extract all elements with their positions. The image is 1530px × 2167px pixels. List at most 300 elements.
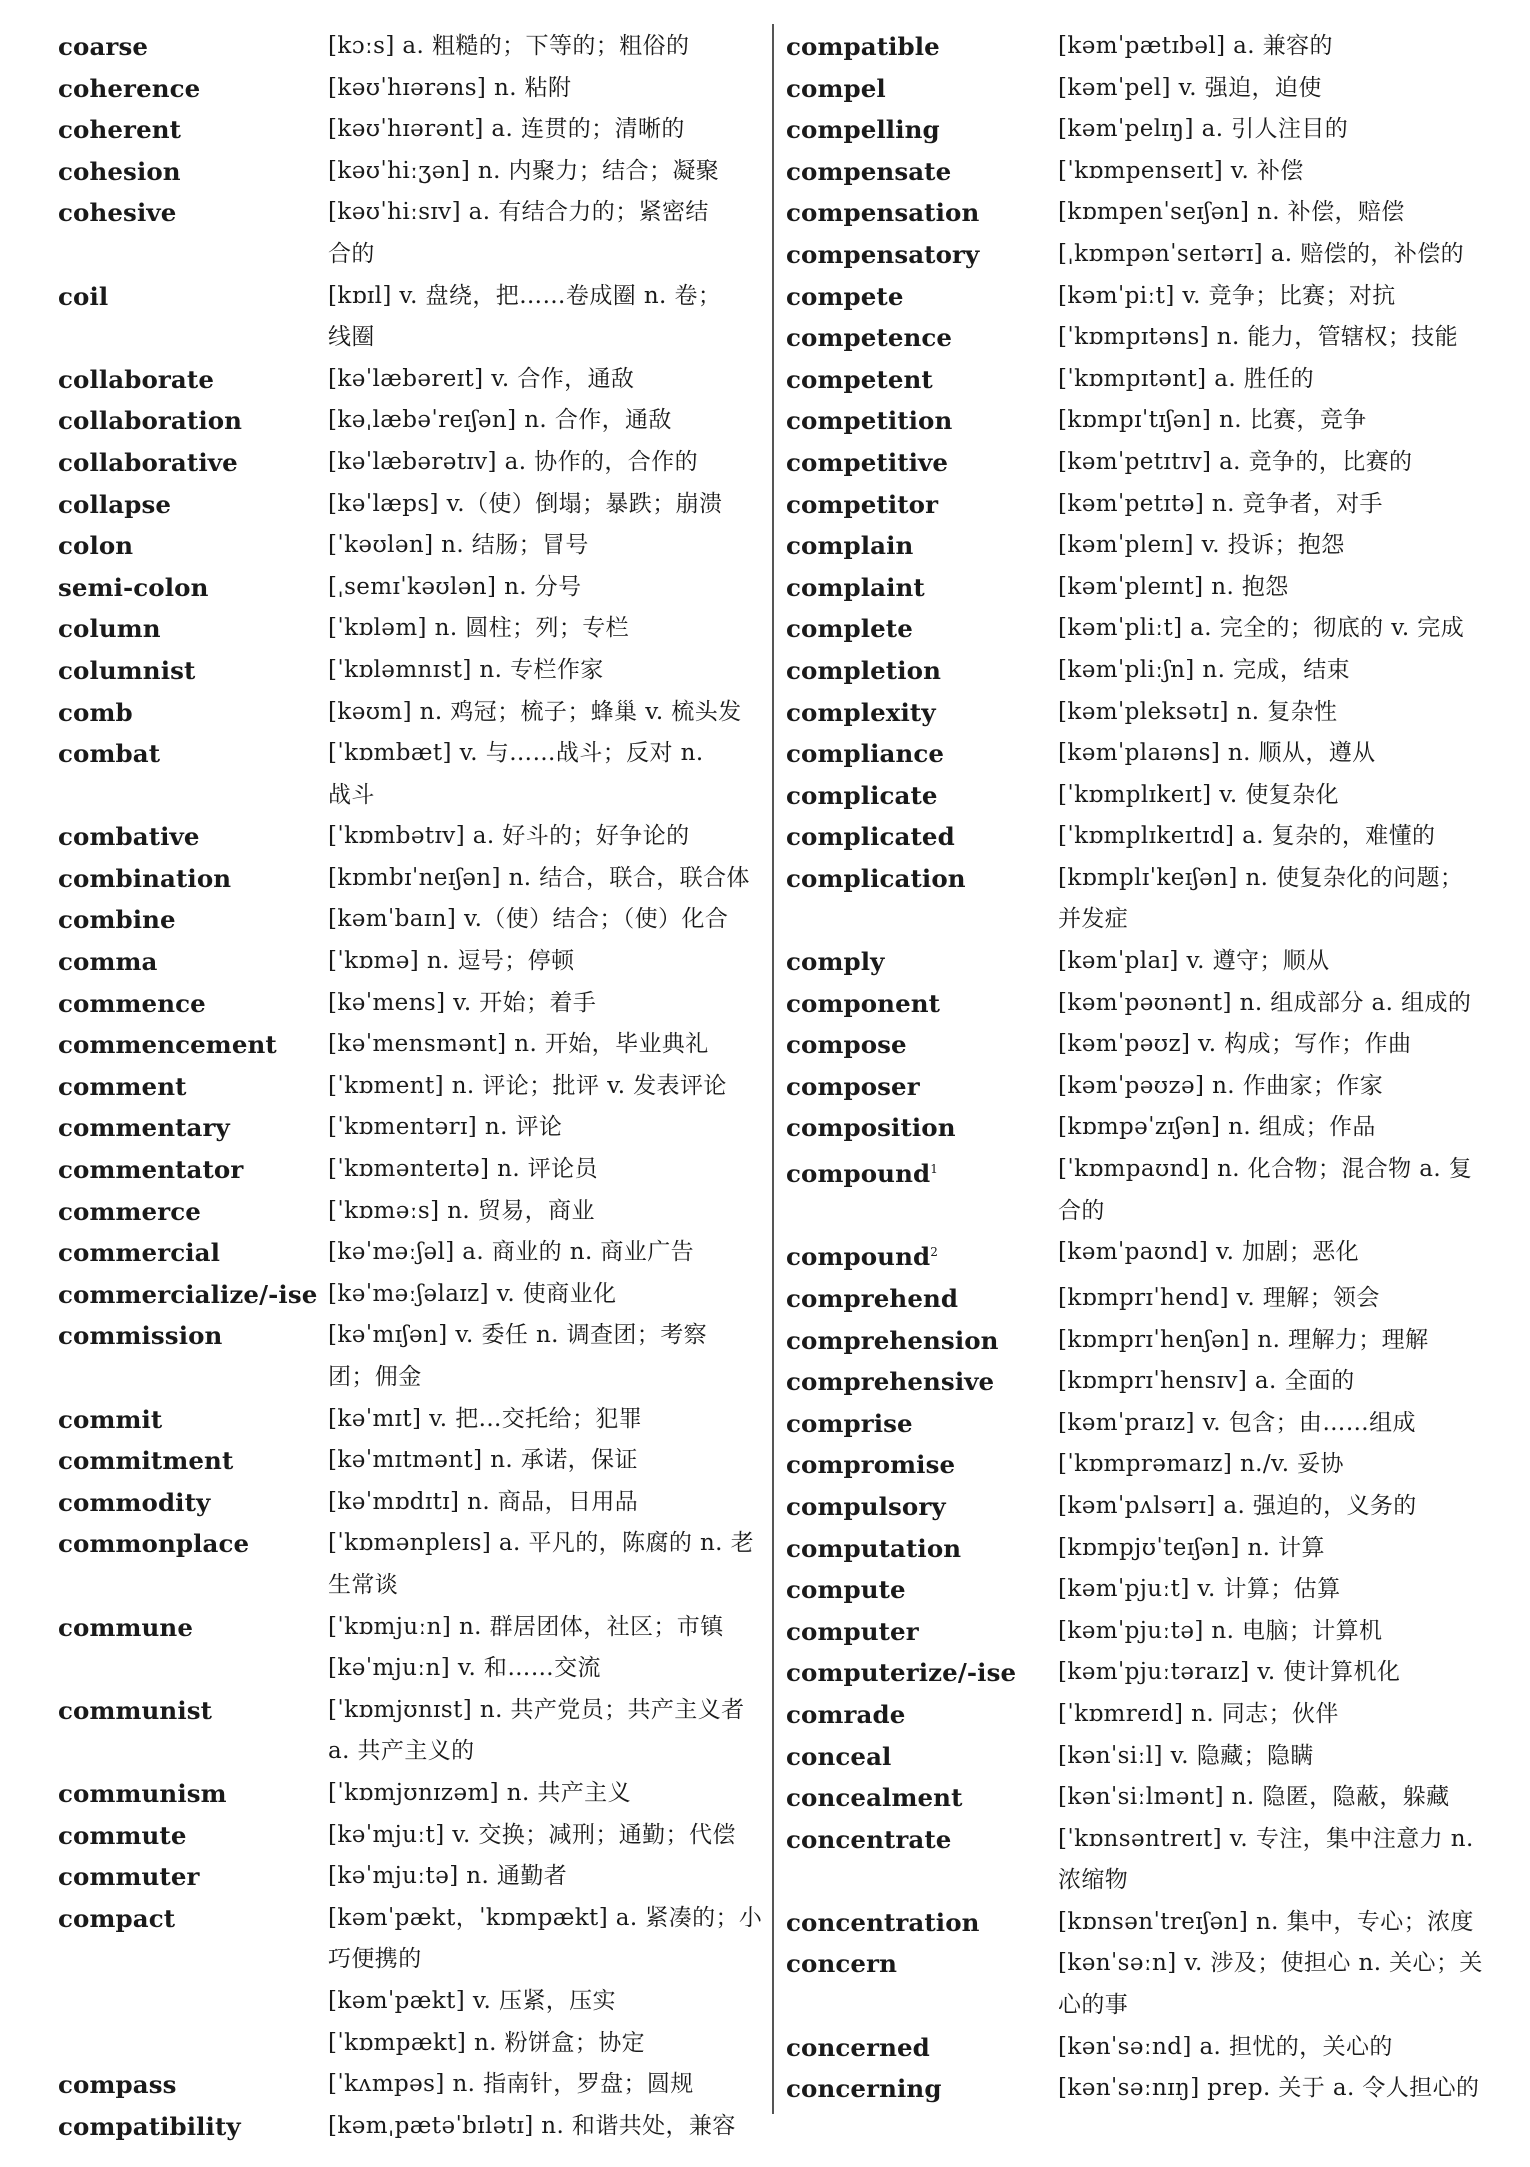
headword xyxy=(786,1278,1058,1320)
definition-line: [kəmˈpəʊz] v. 构成；写作；作曲 xyxy=(1058,1031,1412,1058)
headword-text: commentator xyxy=(58,1155,244,1185)
definition-line: 心的事 xyxy=(1058,1992,1129,2019)
definition xyxy=(1058,359,1494,401)
dictionary-entry xyxy=(786,1066,1494,1108)
definition-line: [kəmˈpetɪtɪv] a. 竞争的，比赛的 xyxy=(1058,448,1413,475)
definition-line: [kəʊˈhɪərənt] a. 连贯的；清晰的 xyxy=(328,116,685,143)
dictionary-entry xyxy=(58,1107,763,1149)
homograph-number: 1 xyxy=(930,1162,938,1177)
headword xyxy=(58,109,328,151)
definition-line: [kəmˈpætɪbəl] a. 兼容的 xyxy=(1058,33,1333,59)
headword-text: compatibility xyxy=(58,2111,241,2141)
headword-text: commitment xyxy=(58,1446,234,1476)
definition xyxy=(328,525,763,567)
dictionary-entry xyxy=(786,608,1494,650)
dictionary-entry xyxy=(58,1898,763,2064)
headword-text: compact xyxy=(58,1903,176,1933)
headword xyxy=(786,1361,1058,1403)
definition xyxy=(1058,1149,1494,1232)
headword xyxy=(786,192,1058,234)
definition xyxy=(1058,151,1494,193)
headword xyxy=(58,2064,328,2106)
definition xyxy=(1058,276,1494,318)
definition xyxy=(328,1523,763,1606)
headword-text: composition xyxy=(786,1113,956,1143)
headword xyxy=(58,1523,328,1565)
dictionary-entry xyxy=(786,151,1494,193)
definition xyxy=(328,692,763,734)
definition xyxy=(1058,858,1494,941)
headword-text: comprehend xyxy=(786,1283,959,1313)
definition xyxy=(1058,1024,1494,1066)
headword xyxy=(786,68,1058,110)
definition xyxy=(328,1690,763,1773)
definition-line: [kɒmpɪˈtɪʃən] n. 比赛，竞争 xyxy=(1058,407,1367,434)
headword xyxy=(58,1607,328,1649)
headword-text: completion xyxy=(786,655,941,685)
definition xyxy=(1058,1652,1494,1694)
headword-text: compound xyxy=(786,1242,931,1272)
dictionary-entry xyxy=(786,1943,1494,2026)
dictionary-entry xyxy=(786,1819,1494,1902)
definition-line: [ˈkɒmjuːn] n. 群居团体，社区；市镇 xyxy=(328,1613,724,1640)
headword-text: commentary xyxy=(58,1113,230,1143)
dictionary-entry xyxy=(786,109,1494,151)
definition-line: [ˈkɒmreɪd] n. 同志；伙伴 xyxy=(1058,1700,1339,1727)
definition-line: [kəˈlæbəreɪt] v. 合作，通敌 xyxy=(328,365,635,392)
dictionary-entry xyxy=(58,816,763,858)
definition-line: [kəmˈbaɪn] v.（使）结合；（使）化合 xyxy=(328,906,729,933)
definition xyxy=(328,26,763,68)
headword-text: computer xyxy=(786,1616,919,1646)
dictionary-entry xyxy=(58,1482,763,1524)
headword-text: concern xyxy=(786,1949,897,1979)
definition xyxy=(1058,983,1494,1025)
headword-text: compatible xyxy=(786,32,940,61)
definition xyxy=(1058,1777,1494,1819)
headword xyxy=(786,276,1058,318)
headword-text: semi-colon xyxy=(58,572,209,602)
headword-text: complication xyxy=(786,863,966,893)
headword-text: combination xyxy=(58,863,232,893)
dictionary-entry xyxy=(786,1232,1494,1278)
headword-text: colon xyxy=(58,531,134,561)
definition xyxy=(1058,317,1494,359)
definition xyxy=(328,192,763,275)
definition-line: [kəˈmɪʃən] v. 委任 n. 调查团；考察 xyxy=(328,1322,707,1349)
headword-text: concerning xyxy=(786,2074,942,2104)
headword xyxy=(786,1652,1058,1694)
definition-line: 团；佣金 xyxy=(328,1364,422,1390)
definition xyxy=(328,899,763,941)
headword-text: combat xyxy=(58,739,161,769)
headword-text: compromise xyxy=(786,1450,956,1480)
headword xyxy=(786,1107,1058,1149)
headword-text: complicated xyxy=(786,822,955,852)
headword xyxy=(58,941,328,983)
definition xyxy=(1058,1736,1494,1778)
headword xyxy=(786,567,1058,609)
definition-line: [kɒmbɪˈneɪʃən] n. 结合，联合，联合体 xyxy=(328,864,750,891)
definition-line: [kəʊˈhiːʒən] n. 内聚力；结合；凝聚 xyxy=(328,157,720,184)
definition xyxy=(1058,1444,1494,1486)
definition-line: [kəmˌpætəˈbɪlətɪ] n. 和谐共处，兼容 xyxy=(328,2112,736,2139)
definition xyxy=(328,1024,763,1066)
headword-text: conceal xyxy=(786,1741,892,1771)
definition xyxy=(1058,234,1494,276)
definition xyxy=(328,858,763,900)
definition-line: 生常谈 xyxy=(328,1571,399,1598)
definition xyxy=(1058,2068,1494,2110)
headword xyxy=(786,1736,1058,1778)
definition-line: [kəmˈplaɪ] v. 遵守；顺从 xyxy=(1058,948,1330,975)
definition-line: [kəˈmɪtmənt] n. 承诺，保证 xyxy=(328,1447,638,1474)
dictionary-entry xyxy=(58,525,763,567)
definition-line: 线圈 xyxy=(328,324,375,351)
definition-line: [kəˈmɪt] v. 把...交托给；犯罪 xyxy=(328,1405,643,1432)
dictionary-entry xyxy=(786,816,1494,858)
definition-line: [ˈkɒmpɪtənt] a. 胜任的 xyxy=(1058,365,1314,392)
headword-text: compulsory xyxy=(786,1491,946,1521)
dictionary-entry xyxy=(786,941,1494,983)
headword-text: complaint xyxy=(786,572,925,602)
headword-text: competent xyxy=(786,364,933,394)
headword-text: compute xyxy=(786,1575,906,1605)
headword xyxy=(58,1232,328,1274)
dictionary-entry xyxy=(786,1486,1494,1528)
headword xyxy=(786,775,1058,817)
dictionary-entry xyxy=(786,1569,1494,1611)
dictionary-entry xyxy=(786,1024,1494,1066)
headword-text: coarse xyxy=(58,32,149,61)
definition xyxy=(328,608,763,650)
definition-line: [kəˈmensmənt] n. 开始，毕业典礼 xyxy=(328,1031,709,1058)
dictionary-entry xyxy=(58,1773,763,1815)
definition xyxy=(1058,1819,1494,1902)
headword xyxy=(58,1898,328,1940)
definition-line: [kɒmpəˈzɪʃən] n. 组成；作品 xyxy=(1058,1114,1376,1141)
headword-text: comprehension xyxy=(786,1325,999,1355)
dictionary-entry xyxy=(786,983,1494,1025)
definition-line: [kɔːs] a. 粗糙的；下等的；粗俗的 xyxy=(328,33,690,59)
definition xyxy=(328,1066,763,1108)
definition xyxy=(1058,1902,1494,1944)
definition-line: [kɒmprɪˈhensɪv] a. 全面的 xyxy=(1058,1368,1355,1395)
definition xyxy=(328,1440,763,1482)
headword xyxy=(786,1444,1058,1486)
definition-line: [ˈkɒmənpleɪs] a. 平凡的，陈腐的 n. 老 xyxy=(328,1530,755,1557)
headword xyxy=(786,941,1058,983)
definition-line: [ˈkɒmplɪkeɪt] v. 使复杂化 xyxy=(1058,781,1339,808)
definition xyxy=(1058,1486,1494,1528)
dictionary-entry xyxy=(786,1403,1494,1445)
headword xyxy=(58,733,328,775)
headword xyxy=(58,442,328,484)
headword-text: commence xyxy=(58,988,206,1018)
headword-text: compete xyxy=(786,281,904,311)
headword xyxy=(786,359,1058,401)
dictionary-entry xyxy=(786,692,1494,734)
homograph-number: 2 xyxy=(930,1245,938,1260)
headword-text: commuter xyxy=(58,1862,200,1892)
definition-line: [kənˈsəːn] v. 涉及；使担心 n. 关心；关 xyxy=(1058,1950,1483,1977)
headword-text: compensatory xyxy=(786,239,980,269)
definition-line: [ˈkɒmənteɪtə] n. 评论员 xyxy=(328,1156,598,1183)
headword-text: computerize/-ise xyxy=(786,1658,1017,1688)
dictionary-entry xyxy=(786,858,1494,941)
headword-text: comb xyxy=(58,697,133,727)
headword-text: composer xyxy=(786,1071,920,1101)
definition-line: [ˈkɒmpaʊnd] n. 化合物；混合物 a. 复 xyxy=(1058,1156,1473,1183)
definition-line: [kəmˈpaʊnd] v. 加剧；恶化 xyxy=(1058,1239,1360,1266)
headword-text: competitor xyxy=(786,489,939,519)
definition-line: [ˈkɒləm] n. 圆柱；列；专栏 xyxy=(328,615,630,642)
definition xyxy=(1058,608,1494,650)
dictionary-entry xyxy=(58,1191,763,1233)
dictionary-entry xyxy=(58,400,763,442)
dictionary-entry xyxy=(58,608,763,650)
definition-line: [ˈkəʊlən] n. 结肠；冒号 xyxy=(328,532,589,559)
headword-text: complicate xyxy=(786,780,938,810)
definition xyxy=(328,1399,763,1441)
dictionary-entry xyxy=(58,650,763,692)
definition xyxy=(328,1482,763,1524)
definition-line: [kəmˈpækt] v. 压紧，压实 xyxy=(328,1987,616,2014)
headword xyxy=(786,1149,1058,1195)
headword xyxy=(58,1024,328,1066)
definition xyxy=(328,816,763,858)
definition-line: 巧便携的 xyxy=(328,1946,422,1973)
dictionary-entry xyxy=(58,1523,763,1606)
dictionary-entry xyxy=(786,484,1494,526)
headword xyxy=(786,692,1058,734)
headword-text: commute xyxy=(58,1820,187,1850)
headword xyxy=(786,1232,1058,1278)
headword xyxy=(58,1482,328,1524)
headword-text: column xyxy=(58,614,161,644)
headword xyxy=(58,1191,328,1233)
headword xyxy=(58,2106,328,2148)
headword-text: compel xyxy=(786,73,886,103)
dictionary-entry xyxy=(58,692,763,734)
definition-line: [kəʊˈhɪərəns] n. 粘附 xyxy=(328,74,572,101)
definition xyxy=(328,151,763,193)
headword-text: computation xyxy=(786,1533,962,1563)
headword xyxy=(58,1690,328,1732)
right-column xyxy=(786,26,1494,2110)
headword xyxy=(786,2027,1058,2069)
definition-line: [kɒmpjʊˈteɪʃən] n. 计算 xyxy=(1058,1534,1325,1561)
dictionary-entry xyxy=(786,26,1494,68)
definition-line: [kəmˈpʌlsərɪ] a. 强迫的，义务的 xyxy=(1058,1492,1417,1519)
dictionary-entry xyxy=(58,1149,763,1191)
headword-text: coil xyxy=(58,281,109,311)
dictionary-entry xyxy=(786,650,1494,692)
dictionary-entry xyxy=(786,1736,1494,1778)
definition xyxy=(1058,1569,1494,1611)
dictionary-entry xyxy=(58,484,763,526)
headword-text: commencement xyxy=(58,1030,277,1060)
dictionary-entry xyxy=(786,234,1494,276)
headword-text: cohesion xyxy=(58,156,181,186)
definition xyxy=(328,983,763,1025)
dictionary-entry xyxy=(58,899,763,941)
definition-line: 合的 xyxy=(328,240,375,267)
definition xyxy=(328,567,763,609)
headword xyxy=(58,567,328,609)
dictionary-entry xyxy=(58,1690,763,1773)
headword xyxy=(58,359,328,401)
dictionary-entry xyxy=(58,359,763,401)
dictionary-entry xyxy=(786,1528,1494,1570)
dictionary-entry xyxy=(786,1149,1494,1232)
dictionary-entry xyxy=(58,733,763,816)
dictionary-entry xyxy=(58,442,763,484)
definition xyxy=(1058,1107,1494,1149)
headword-text: commune xyxy=(58,1612,194,1642)
definition-line: [kəˈmjuːn] v. 和……交流 xyxy=(328,1655,601,1682)
dictionary-entry xyxy=(58,941,763,983)
headword xyxy=(786,151,1058,193)
definition-line: [kəˈlæps] v.（使）倒塌；暴跌；崩溃 xyxy=(328,490,723,517)
dictionary-entry xyxy=(786,1694,1494,1736)
definition-line: [kɒɪl] v. 盘绕，把……卷成圈 n. 卷； xyxy=(328,282,722,309)
dictionary-entry xyxy=(786,1777,1494,1819)
definition-line: [kəˈmens] v. 开始；着手 xyxy=(328,989,597,1016)
column-divider xyxy=(772,24,774,2114)
definition-line: [kəˈmɒdɪtɪ] n. 商品，日用品 xyxy=(328,1488,639,1515)
definition xyxy=(328,359,763,401)
headword xyxy=(786,608,1058,650)
headword-text: compound xyxy=(786,1159,931,1189)
definition-line: [kəmˈpel] v. 强迫，迫使 xyxy=(1058,74,1322,101)
headword xyxy=(58,1274,328,1316)
dictionary-entry xyxy=(58,1399,763,1441)
headword-text: complete xyxy=(786,614,913,644)
headword xyxy=(786,858,1058,900)
definition xyxy=(328,109,763,151)
dictionary-entry xyxy=(786,442,1494,484)
definition-line: [kəmˈpjuːt] v. 计算；估算 xyxy=(1058,1576,1341,1603)
definition-line: [kənˈsiːl] v. 隐藏；隐瞒 xyxy=(1058,1742,1314,1769)
dictionary-entry xyxy=(58,151,763,193)
definition xyxy=(328,1315,763,1398)
dictionary-entry xyxy=(786,400,1494,442)
definition xyxy=(328,1232,763,1274)
definition xyxy=(328,68,763,110)
definition-line: [kənˈsəːnɪŋ] prep. 关于 a. 令人担心的 xyxy=(1058,2075,1480,2102)
definition-line: [ˌsemɪˈkəʊlən] n. 分号 xyxy=(328,573,582,600)
headword xyxy=(58,608,328,650)
definition xyxy=(1058,1278,1494,1320)
headword-text: compensation xyxy=(786,198,980,228)
definition xyxy=(328,733,763,816)
headword xyxy=(58,26,328,68)
headword xyxy=(58,983,328,1025)
headword-text: communism xyxy=(58,1778,227,1808)
definition-line: [kəmˈpiːt] v. 竞争；比赛；对抗 xyxy=(1058,282,1396,309)
definition xyxy=(328,1773,763,1815)
definition-line: [kɒmprɪˈhenʃən] n. 理解力；理解 xyxy=(1058,1326,1429,1353)
headword xyxy=(786,733,1058,775)
definition xyxy=(1058,1403,1494,1445)
definition-line: [kəmˈpliːt] a. 完全的；彻底的 v. 完成 xyxy=(1058,615,1465,642)
headword xyxy=(58,816,328,858)
definition-line: [ˈkɒmbæt] v. 与……战斗；反对 n. xyxy=(328,740,704,767)
definition xyxy=(328,400,763,442)
dictionary-entry xyxy=(786,1652,1494,1694)
headword-text: concealment xyxy=(786,1783,963,1813)
dictionary-entry xyxy=(786,2068,1494,2110)
headword-text: collapse xyxy=(58,489,172,519)
headword xyxy=(786,1611,1058,1653)
definition xyxy=(328,2106,763,2148)
definition xyxy=(1058,1943,1494,2026)
headword xyxy=(786,1024,1058,1066)
dictionary-entry xyxy=(786,1902,1494,1944)
dictionary-entry xyxy=(786,68,1494,110)
headword-text: compose xyxy=(786,1030,907,1060)
dictionary-entry xyxy=(58,1440,763,1482)
dictionary-entry xyxy=(786,2027,1494,2069)
headword xyxy=(58,525,328,567)
dictionary-entry xyxy=(786,317,1494,359)
definition xyxy=(1058,109,1494,151)
definition xyxy=(1058,1361,1494,1403)
dictionary-entry xyxy=(58,1315,763,1398)
dictionary-entry xyxy=(58,1066,763,1108)
definition-line: [kəmˈpjuːtə] n. 电脑；计算机 xyxy=(1058,1617,1383,1644)
headword xyxy=(58,1856,328,1898)
definition-line: [ˈkɒmplɪkeɪtɪd] a. 复杂的，难懂的 xyxy=(1058,823,1436,850)
headword xyxy=(58,484,328,526)
dictionary-entry xyxy=(58,1024,763,1066)
dictionary-entry xyxy=(58,276,763,359)
headword xyxy=(786,234,1058,276)
headword-text: communist xyxy=(58,1695,213,1725)
definition xyxy=(1058,68,1494,110)
dictionary-entry xyxy=(786,1444,1494,1486)
headword-text: collaborative xyxy=(58,447,238,477)
headword xyxy=(58,899,328,941)
headword xyxy=(786,1320,1058,1362)
headword xyxy=(58,1440,328,1482)
definition-line: [kɒmpenˈseɪʃən] n. 补偿，赔偿 xyxy=(1058,199,1405,226)
headword-text: collaboration xyxy=(58,406,243,436)
definition xyxy=(328,484,763,526)
definition xyxy=(1058,525,1494,567)
headword-text: compelling xyxy=(786,115,940,145)
definition xyxy=(328,941,763,983)
definition-line: [kəmˈpəʊnənt] n. 组成部分 a. 组成的 xyxy=(1058,989,1472,1016)
dictionary-entry xyxy=(58,109,763,151)
dictionary-entry xyxy=(58,1856,763,1898)
dictionary-entry xyxy=(786,733,1494,775)
definition-line: [kəˈməːʃəlaɪz] v. 使商业化 xyxy=(328,1280,617,1307)
headword-text: complain xyxy=(786,531,914,561)
headword xyxy=(58,692,328,734)
definition xyxy=(1058,941,1494,983)
headword xyxy=(786,650,1058,692)
definition xyxy=(328,1191,763,1233)
definition xyxy=(1058,484,1494,526)
definition-line: 合的 xyxy=(1058,1197,1105,1224)
definition-line: [kəˈməːʃəl] a. 商业的 n. 商业广告 xyxy=(328,1239,694,1266)
definition-line: [kəmˈpleɪnt] n. 抱怨 xyxy=(1058,573,1289,600)
definition xyxy=(328,1815,763,1857)
headword-text: comprise xyxy=(786,1408,913,1438)
headword-text: coherent xyxy=(58,115,182,145)
